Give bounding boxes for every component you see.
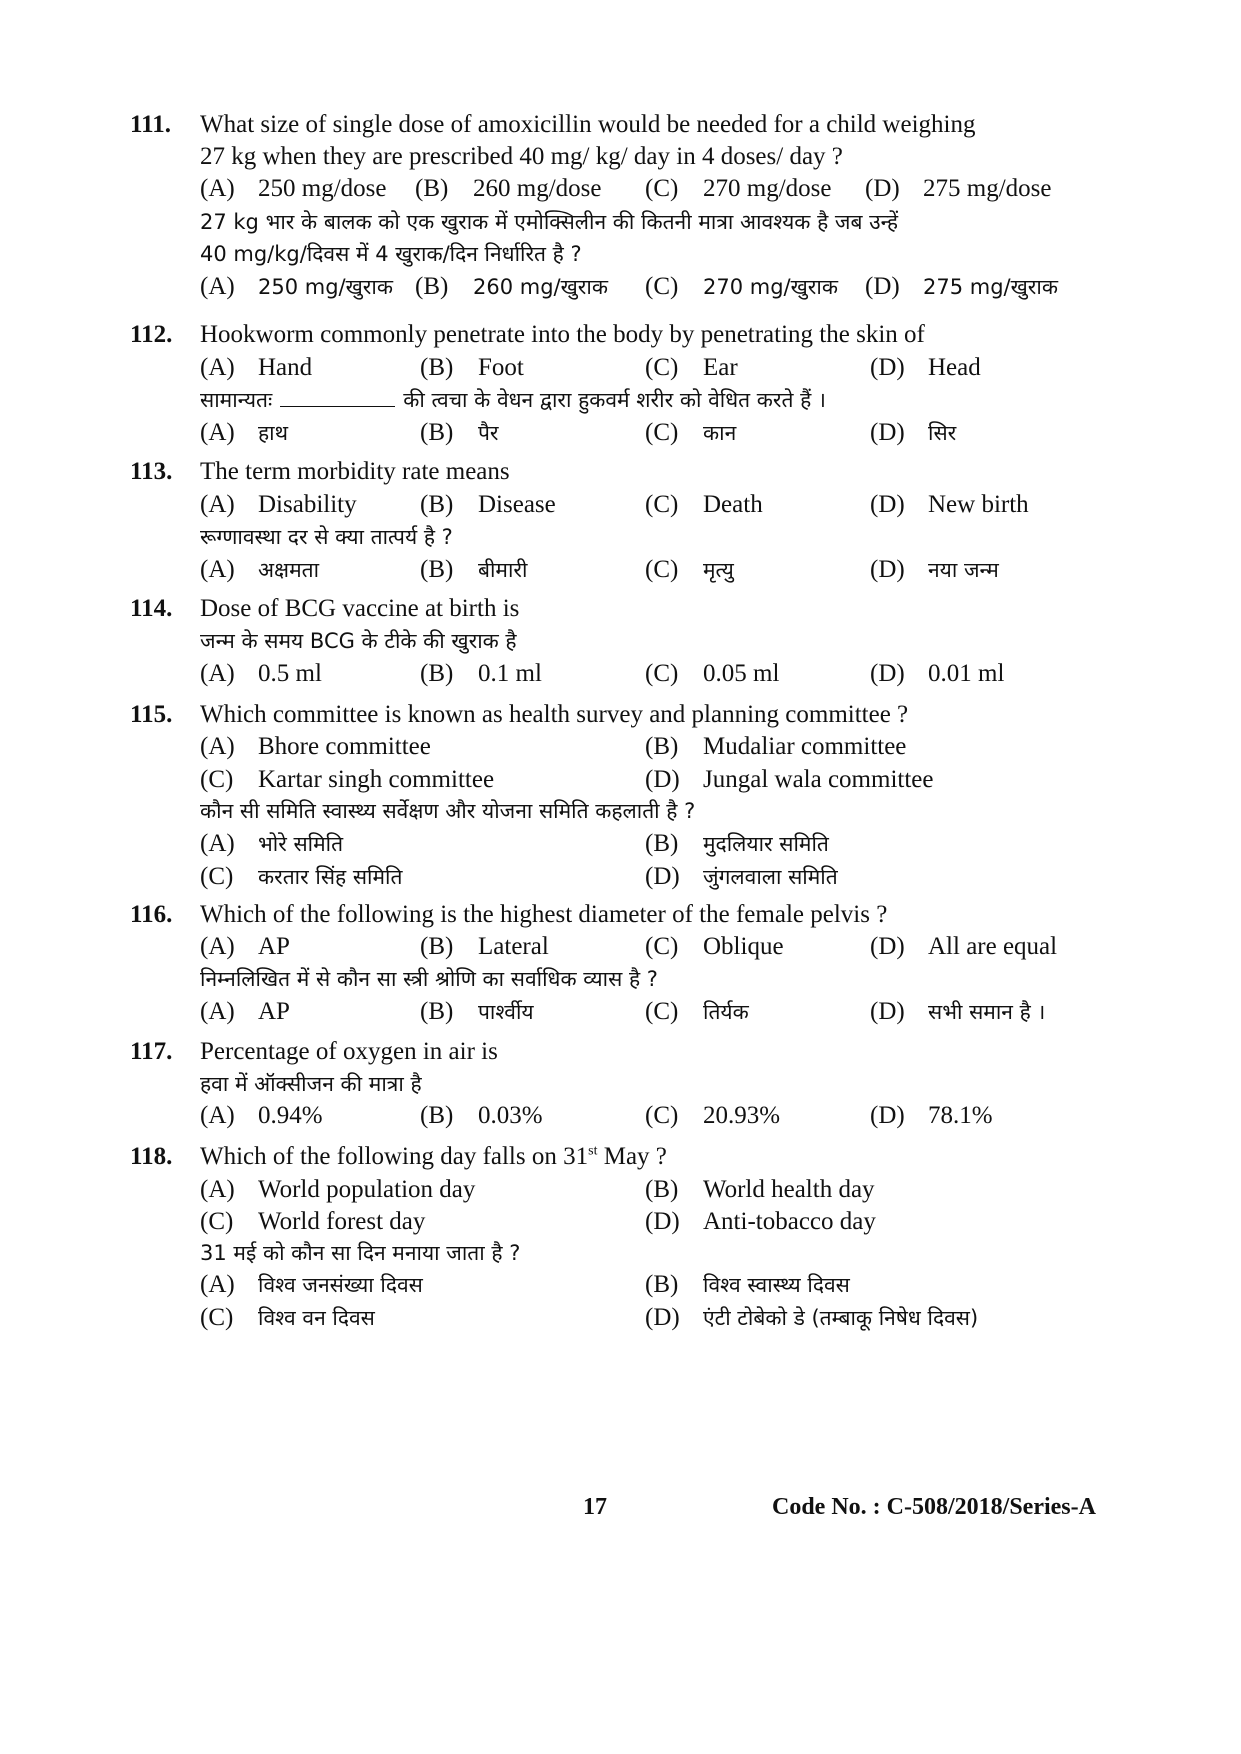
question-text: Dose of BCG vaccine at birth is xyxy=(200,595,520,622)
option-d: (D) Anti-tobacco day xyxy=(645,1208,876,1235)
option-b-hindi: (B) 260 mg/खुराक xyxy=(415,273,608,300)
question-number: 118. xyxy=(130,1143,173,1170)
option-c: (C) Ear xyxy=(645,354,738,381)
option-c-hindi: (C) कान xyxy=(645,419,737,446)
question-text-hindi: सामान्यतः की त्वचा के वेधन द्वारा हुकवर्म शरीर को वेधित करते हैं । xyxy=(200,388,826,412)
option-b: (B) 0.03% xyxy=(420,1102,543,1129)
option-a: (A) 0.5 ml xyxy=(200,660,322,687)
question-number: 116. xyxy=(130,901,173,928)
option-a: (A) AP xyxy=(200,933,290,960)
option-b: (B) Disease xyxy=(420,491,556,518)
option-b-hindi: (B) पार्श्वीय xyxy=(420,998,534,1025)
option-b-hindi: (B) मुदलियार समिति xyxy=(645,830,829,857)
question-text: Percentage of oxygen in air is xyxy=(200,1038,498,1065)
option-c: (C) 270 mg/dose xyxy=(645,175,832,202)
option-c-hindi: (C) करतार सिंह समिति xyxy=(200,863,403,890)
question-number: 112. xyxy=(130,321,173,348)
question-number: 117. xyxy=(130,1038,173,1065)
option-d-hindi: (D) सिर xyxy=(870,419,957,446)
question-text: Which committee is known as health survey and planning committee ? xyxy=(200,701,909,728)
option-b: (B) Foot xyxy=(420,354,524,381)
question-text-hindi: जन्म के समय BCG के टीके की खुराक है xyxy=(200,629,517,653)
option-b-hindi: (B) विश्व स्वास्थ्य दिवस xyxy=(645,1271,850,1298)
option-b: (B) 0.1 ml xyxy=(420,660,542,687)
option-c: (C) Death xyxy=(645,491,763,518)
option-d: (D) All are equal xyxy=(870,933,1058,960)
question-text: Hookworm commonly penetrate into the body by penetrating the skin of xyxy=(200,321,925,348)
question-text-hindi: कौन सी समिति स्वास्थ्य सर्वेक्षण और योजना समिति कहलाती है ? xyxy=(200,799,696,823)
option-a-hindi: (A) विश्व जनसंख्या दिवस xyxy=(200,1271,423,1298)
question-text: Which of the following is the highest diameter of the female pelvis ? xyxy=(200,901,888,928)
option-b: (B) World health day xyxy=(645,1176,875,1203)
question-number: 111. xyxy=(130,111,171,138)
option-d: (D) Jungal wala committee xyxy=(645,766,934,793)
option-b-hindi: (B) पैर xyxy=(420,419,499,446)
option-d-hindi: (D) नया जन्म xyxy=(870,556,999,583)
option-b: (B) 260 mg/dose xyxy=(415,175,602,202)
option-a-hindi: (A) 250 mg/खुराक xyxy=(200,273,393,300)
question-text-hindi: 40 mg/kg/दिवस में 4 खुराक/दिन निर्धारित है ? xyxy=(200,242,582,266)
option-a: (A) World population day xyxy=(200,1176,476,1203)
option-d: (D) 275 mg/dose xyxy=(865,175,1052,202)
option-c-hindi: (C) मृत्यु xyxy=(645,556,734,583)
option-a-hindi: (A) हाथ xyxy=(200,419,289,446)
option-a-hindi: (A) AP xyxy=(200,998,290,1025)
option-d-hindi: (D) सभी समान है । xyxy=(870,998,1046,1025)
option-c-hindi: (C) 270 mg/खुराक xyxy=(645,273,838,300)
question-number: 115. xyxy=(130,701,173,728)
question-text: The term morbidity rate means xyxy=(200,458,510,485)
question-text: What size of single dose of amoxicillin would be needed for a child weighing xyxy=(200,111,976,138)
option-a-hindi: (A) भोरे समिति xyxy=(200,830,344,857)
option-d-hindi: (D) जुंगलवाला समिति xyxy=(645,863,838,890)
option-d: (D) 0.01 ml xyxy=(870,660,1005,687)
option-c: (C) Oblique xyxy=(645,933,784,960)
option-a-hindi: (A) अक्षमता xyxy=(200,556,320,583)
option-d-hindi: (D) एंटी टोबेको डे (तम्बाकू निषेध दिवस) xyxy=(645,1304,979,1331)
option-d: (D) Head xyxy=(870,354,981,381)
option-c: (C) 0.05 ml xyxy=(645,660,780,687)
option-d: (D) New birth xyxy=(870,491,1029,518)
option-d: (D) 78.1% xyxy=(870,1102,993,1129)
option-a: (A) 250 mg/dose xyxy=(200,175,387,202)
option-c-hindi: (C) तिर्यक xyxy=(645,998,749,1025)
option-a: (A) Disability xyxy=(200,491,357,518)
fill-blank xyxy=(280,386,395,407)
option-c: (C) 20.93% xyxy=(645,1102,781,1129)
question-number: 113. xyxy=(130,458,173,485)
code-number: Code No. : C-508/2018/Series-A xyxy=(772,1494,1096,1520)
option-c: (C) World forest day xyxy=(200,1208,426,1235)
option-b-hindi: (B) बीमारी xyxy=(420,556,528,583)
question-text-hindi: हवा में ऑक्सीजन की मात्रा है xyxy=(200,1072,422,1096)
question-text-hindi: निम्नलिखित में से कौन सा स्त्री श्रोणि का सर्वाधिक व्यास है ? xyxy=(200,967,658,991)
option-a: (A) Hand xyxy=(200,354,313,381)
question-text-hindi: 27 kg भार के बालक को एक खुराक में एमोक्सिलीन की कितनी मात्रा आवश्यक है जब उन्हें xyxy=(200,210,899,234)
option-a: (A) Bhore committee xyxy=(200,733,431,760)
option-a: (A) 0.94% xyxy=(200,1102,323,1129)
question-text-hindi: 31 मई को कौन सा दिन मनाया जाता है ? xyxy=(200,1241,521,1265)
option-c-hindi: (C) विश्व वन दिवस xyxy=(200,1304,375,1331)
question-text-hindi: रूग्णावस्था दर से क्या तात्पर्य है ? xyxy=(200,525,453,549)
option-b: (B) Lateral xyxy=(420,933,549,960)
question-text: Which of the following day falls on 31st May ? xyxy=(200,1143,667,1170)
option-c: (C) Kartar singh committee xyxy=(200,766,495,793)
question-number: 114. xyxy=(130,595,173,622)
page-number: 17 xyxy=(583,1494,607,1520)
option-b: (B) Mudaliar committee xyxy=(645,733,907,760)
option-d-hindi: (D) 275 mg/खुराक xyxy=(865,273,1058,300)
question-text: 27 kg when they are prescribed 40 mg/ kg/ day in 4 doses/ day ? xyxy=(200,143,843,170)
